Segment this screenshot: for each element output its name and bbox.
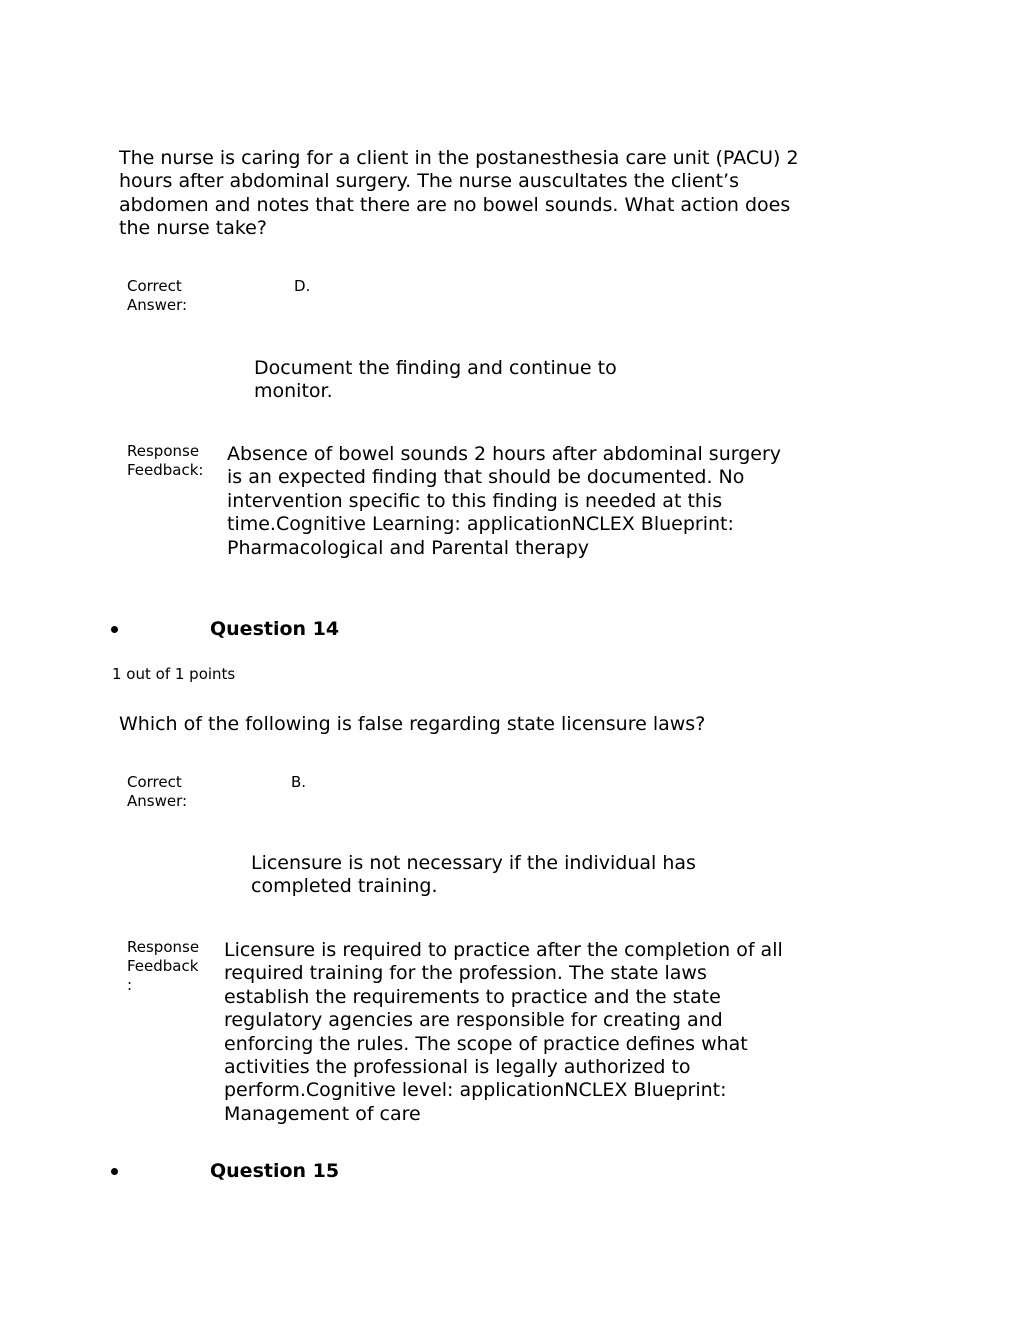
bullet-icon	[111, 1168, 118, 1175]
response-feedback-label	[127, 442, 204, 480]
response-feedback-text: Licensure is required to practice after the completion of all required training for the profession. The state laws establish the requirements to practice and the state regulatory agencies are responsible for creating and enforcing the rules. The scope of practice defines what activities the professional is legally authorized to perform.Cognitive level: applicationNCLEX Blueprint: Management of care	[224, 939, 783, 1125]
correct-answer-letter: B.	[291, 773, 307, 791]
correct-answer-label-line2: Answer:	[127, 792, 188, 810]
correct-answer-label-line2: Answer:	[127, 296, 188, 314]
question-13-text: The nurse is caring for a client in the postanesthesia care unit (PACU) 2 hours after abdominal surgery. The nurse auscultates the client’s abdomen and notes that there are no bowel sounds. What action does the nurse take?	[119, 147, 799, 240]
question-14-heading: Question 14	[210, 618, 340, 640]
correct-answer-label	[127, 773, 187, 811]
correct-answer-label-line1: Correct	[127, 773, 182, 791]
response-feedback-label-line1: Response	[127, 442, 200, 460]
correct-answer-letter: D.	[294, 277, 311, 295]
bullet-icon	[111, 626, 118, 633]
response-feedback-label	[127, 938, 199, 995]
response-feedback-text: Absence of bowel sounds 2 hours after abdominal surgery is an expected finding that should be documented. No intervention specific to this finding is needed at this time.Cognitive Learning: applicationNCLEX Blueprint: Pharmacological and Parental therapy	[227, 443, 782, 559]
question-14-text: Which of the following is false regarding state licensure laws?	[119, 713, 706, 735]
correct-answer-text: Document the finding and continue to monitor.	[254, 357, 617, 403]
response-feedback-label-line2: Feedback	[127, 957, 199, 975]
response-feedback-label-line1: Response	[127, 938, 200, 956]
correct-answer-label-line1: Correct	[127, 277, 182, 295]
correct-answer-text: Licensure is not necessary if the individual has completed training.	[251, 852, 696, 898]
correct-answer-label	[127, 277, 187, 315]
response-feedback-label-line2: Feedback:	[127, 461, 204, 479]
question-15-heading: Question 15	[210, 1160, 340, 1182]
question-14-points: 1 out of 1 points	[112, 665, 236, 683]
response-feedback-label-line3: :	[127, 976, 133, 994]
